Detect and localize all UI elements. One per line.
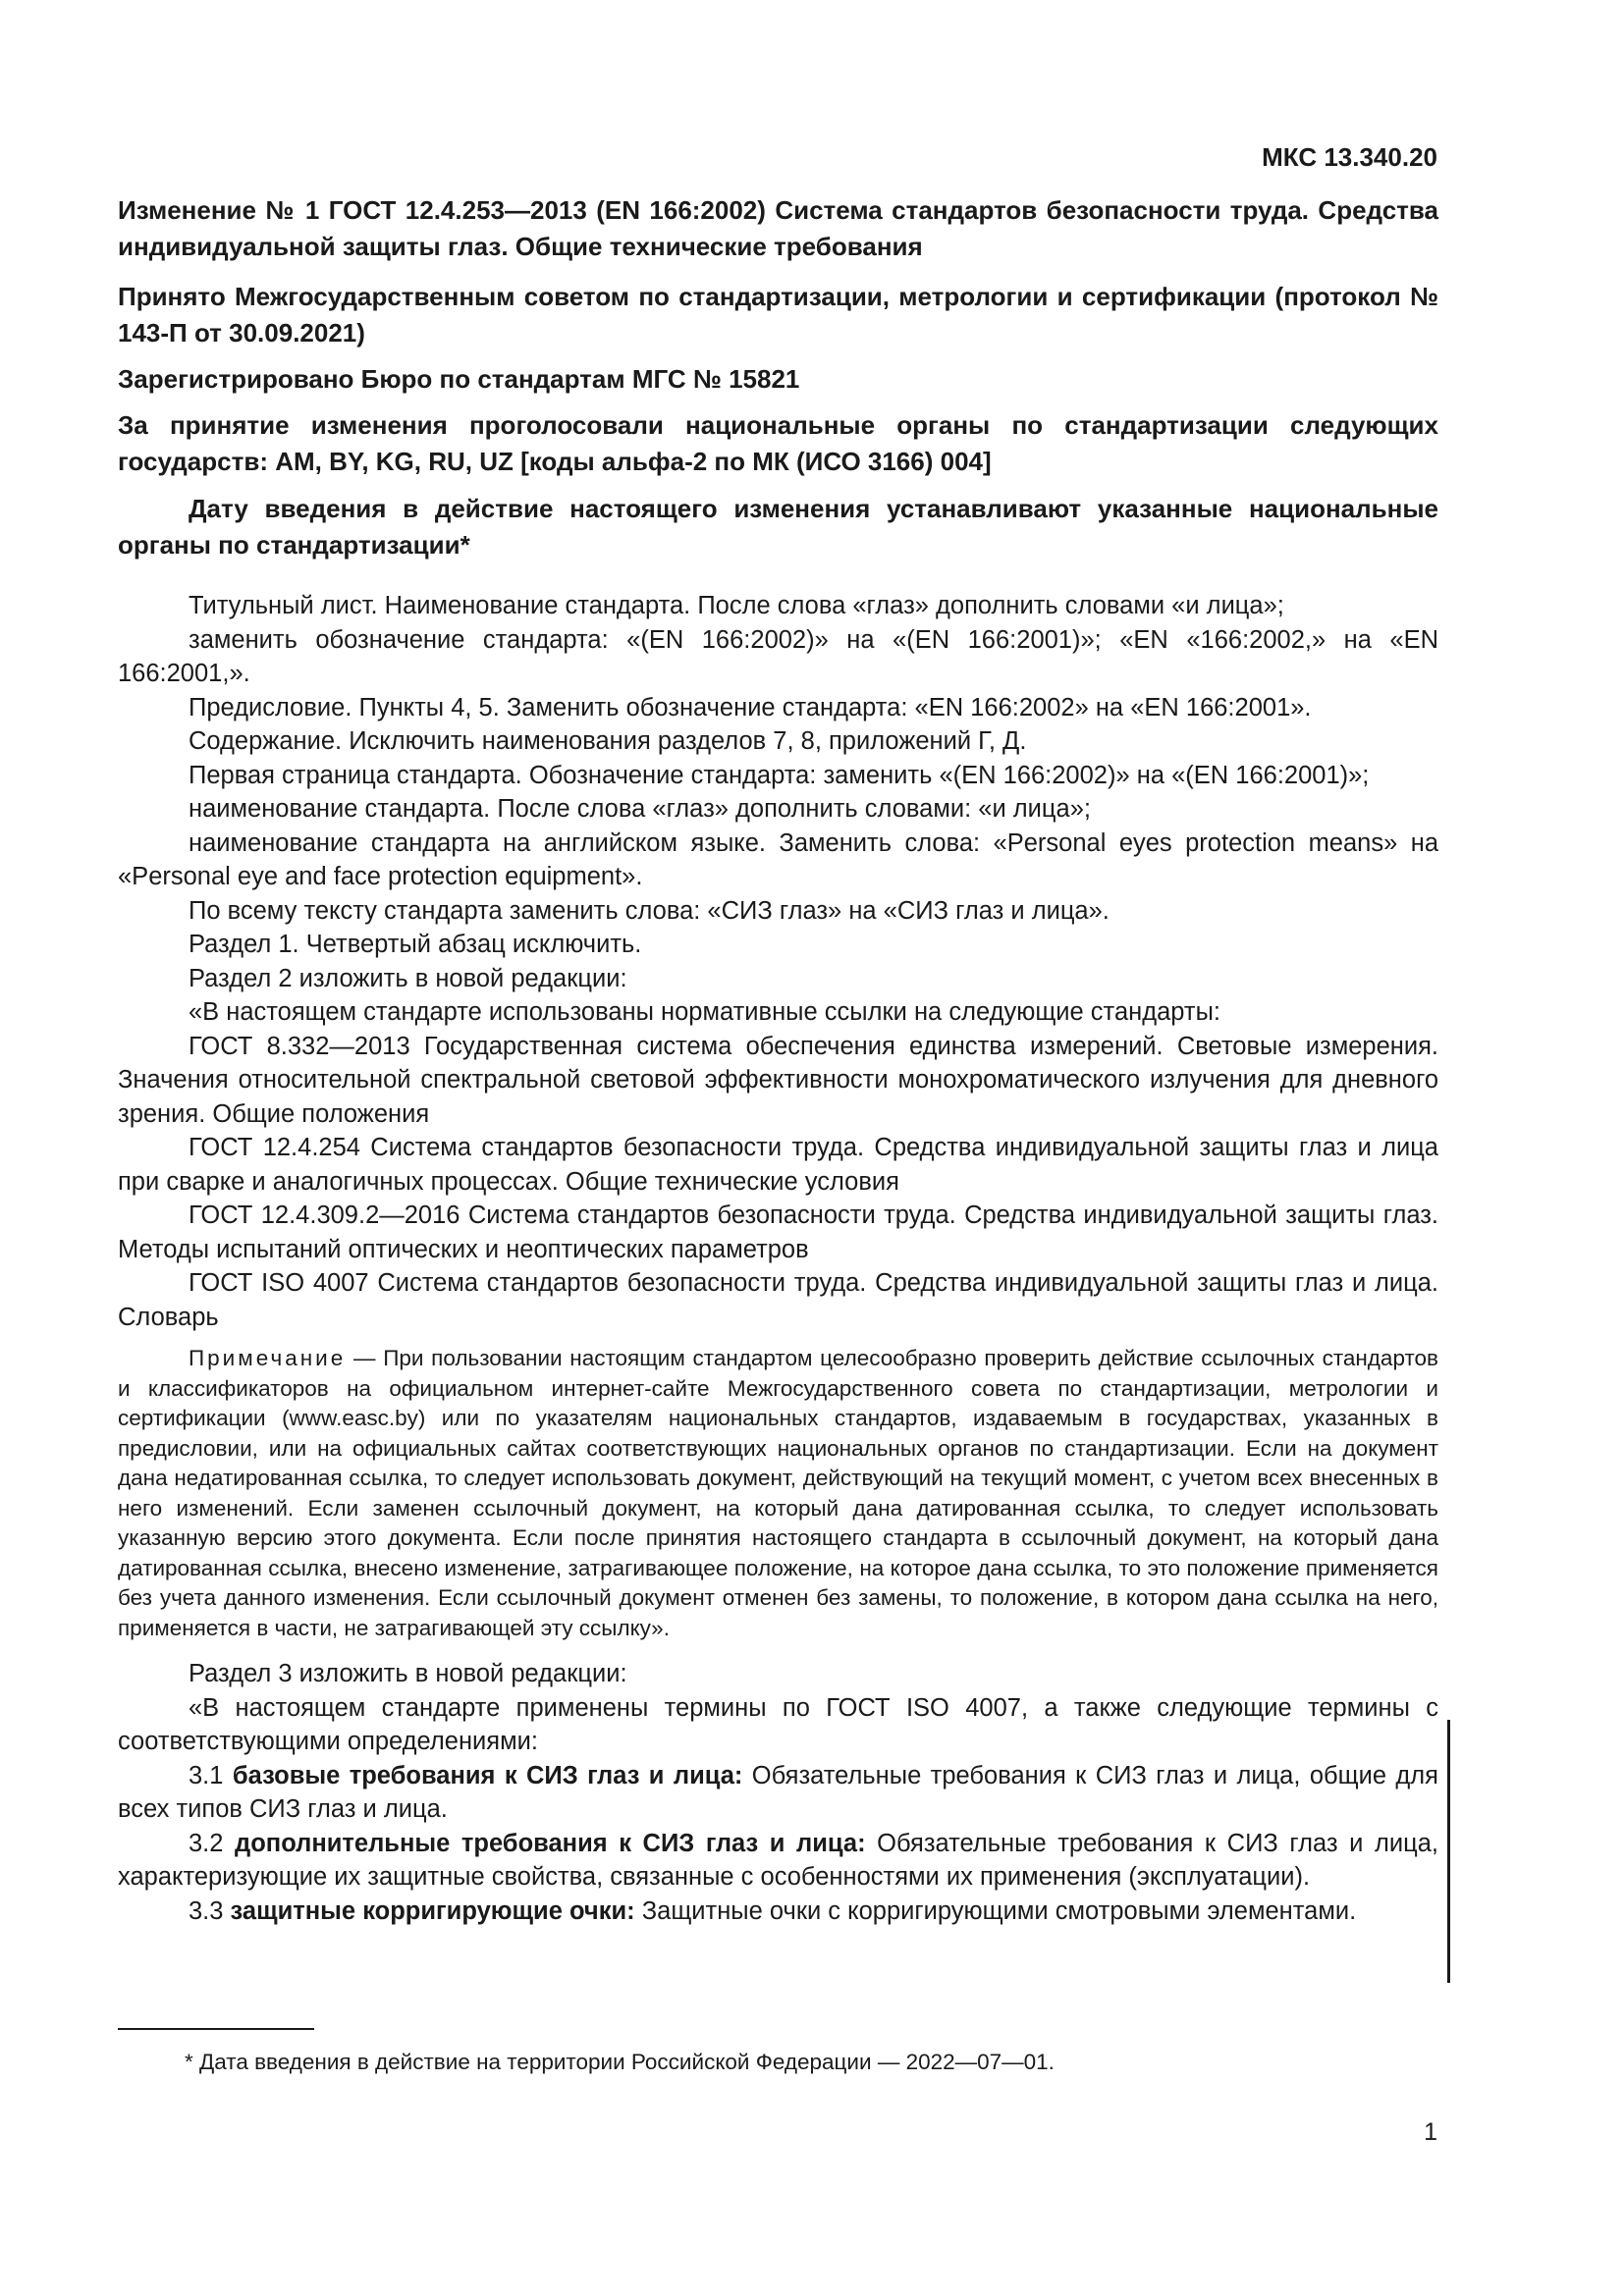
voting-statement: За принятие изменения проголосовали национальные органы по стандартизации следующих государств: AM, BY, KG, RU, UZ [коды альфа-2 по МК (ИСО 3166) 004] bbox=[118, 410, 1438, 476]
reference-item: ГОСТ 12.4.309.2—2016 Система стандартов безопасности труда. Средства индивидуальной защиты глаз. Методы испытаний оптических и неоптических параметров bbox=[118, 1201, 1438, 1263]
term-number: 3.3 bbox=[189, 1896, 231, 1925]
paragraph: По всему тексту стандарта заменить слова: «СИЗ глаз» на «СИЗ глаз и лица». bbox=[189, 896, 1110, 925]
term-text: Защитные очки с корригирующими смотровыми элементами. bbox=[634, 1896, 1357, 1925]
term-name: дополнительные требования к СИЗ глаз и лица: bbox=[235, 1829, 866, 1857]
amendment-title: Изменение № 1 ГОСТ 12.4.253—2013 (EN 166:2002) Система стандартов безопасности труда. Средства индивидуальной защиты глаз. Общие технические требования bbox=[118, 195, 1438, 261]
paragraph: наименование стандарта на английском языке. Заменить слова: «Personal eyes protection means» на «Personal eye and face protection equipment». bbox=[118, 828, 1438, 890]
paragraph: Раздел 2 изложить в новой редакции: bbox=[189, 964, 627, 992]
adopted-statement: Принято Межгосударственным советом по стандартизации, метрологии и сертификации (протокол № 143-П от 30.09.2021) bbox=[118, 282, 1438, 347]
paragraph: наименование стандарта. После слова «глаз» дополнить словами: «и лица»; bbox=[189, 795, 1091, 823]
footnote: * Дата введения в действие на территории Российской Федерации — 2022—07—01. bbox=[185, 2050, 1055, 2074]
term-text: Обязательные требования к СИЗ глаз и лица, общие для всех типов СИЗ глаз и лица. bbox=[118, 1761, 1438, 1823]
paragraph: «В настоящем стандарте применены термины по ГОСТ ISO 4007, а также следующие термины с соответствующими определениями: bbox=[118, 1693, 1438, 1755]
term-name: защитные корригирующие очки: bbox=[230, 1896, 635, 1925]
paragraph: Содержание. Исключить наименования разделов 7, 8, приложений Г, Д. bbox=[189, 727, 1027, 755]
document-body bbox=[118, 589, 1438, 1928]
reference-item: ГОСТ 8.332—2013 Государственная система обеспечения единства измерений. Световые измерения. Значения относительной спектральной световой эффективности монохроматического излучения для дневного зрения. Общие положения bbox=[118, 1032, 1438, 1128]
footnote-divider bbox=[118, 2028, 314, 2030]
term-number: 3.2 bbox=[189, 1829, 236, 1857]
change-bar bbox=[1447, 1720, 1450, 1983]
paragraph: Первая страница стандарта. Обозначение стандарта: заменить «(EN 166:2002)» на «(EN 166:2001)»; bbox=[189, 761, 1370, 789]
term-definition bbox=[118, 1759, 1438, 1827]
reference-item: ГОСТ 12.4.254 Система стандартов безопасности труда. Средства индивидуальной защиты глаз и лица при сварке и аналогичных процессах. Общие технические условия bbox=[118, 1134, 1438, 1196]
mks-code: МКС 13.340.20 bbox=[1262, 142, 1437, 172]
term-definition bbox=[118, 1827, 1438, 1895]
term-number: 3.1 bbox=[189, 1761, 233, 1789]
paragraph: Раздел 1. Четвертый абзац исключить. bbox=[189, 931, 642, 958]
paragraph: заменить обозначение стандарта: «(EN 166:2002)» на «(EN 166:2001)»; «EN «166:2002,» на «EN 166:2001,». bbox=[118, 625, 1438, 687]
paragraph: Титульный лист. Наименование стандарта. После слова «глаз» дополнить словами «и лица»; bbox=[189, 592, 1284, 619]
term-text: Обязательные требования к СИЗ глаз и лица, характеризующие их защитные свойства, связанные с особенностями их применения (эксплуатации). bbox=[118, 1829, 1438, 1891]
note bbox=[118, 1344, 1438, 1643]
paragraph: Предисловие. Пункты 4, 5. Заменить обозначение стандарта: «EN 166:2002» на «EN 166:2001». bbox=[189, 693, 1312, 721]
paragraph: «В настоящем стандарте использованы нормативные ссылки на следующие стандарты: bbox=[189, 998, 1220, 1026]
registration-statement: Зарегистрировано Бюро по стандартам МГС № 15821 bbox=[118, 364, 800, 394]
note-text: — При пользовании настоящим стандартом целесообразно проверить действие ссылочных стандартов и классификаторов на официальном интернет-сайте Межгосударственного совета по стандартизации, метрологии и сертификации (www.easc.by) или по указателям национальных стандартов, издаваемым в государствах, указанных в предисловии, или на официальных сайтах соответствующих национальных органов по стандартизации. Если на документ дана недатированная ссылка, то следует использовать документ, действующий на текущий момент, с учетом всех внесенных в него изменений. Если заменен ссылочный документ, на который дана датированная ссылка, то следует использовать указанную версию этого документа. Если после принятия настоящего стандарта в ссылочный документ, на который дана датированная ссылка, внесено изменение, затрагивающее положение, на которое дана ссылка, то это положение применяется без учета данного изменения. Если ссылочный документ отменен без замены, то положение, в котором дана ссылка на него, применяется в части, не затрагивающей эту ссылку». bbox=[118, 1346, 1438, 1640]
paragraph: Раздел 3 изложить в новой редакции: bbox=[189, 1660, 627, 1687]
page-number: 1 bbox=[1424, 2118, 1437, 2146]
term-name: базовые требования к СИЗ глаз и лица: bbox=[232, 1761, 743, 1789]
term-definition bbox=[118, 1895, 1438, 1929]
note-label: Примечание bbox=[189, 1346, 347, 1370]
effective-date-statement: Дату введения в действие настоящего изменения устанавливают указанные национальные органы по стандартизации* bbox=[118, 494, 1438, 560]
reference-item: ГОСТ ISO 4007 Система стандартов безопасности труда. Средства индивидуальной защиты глаз и лица. Словарь bbox=[118, 1269, 1438, 1331]
